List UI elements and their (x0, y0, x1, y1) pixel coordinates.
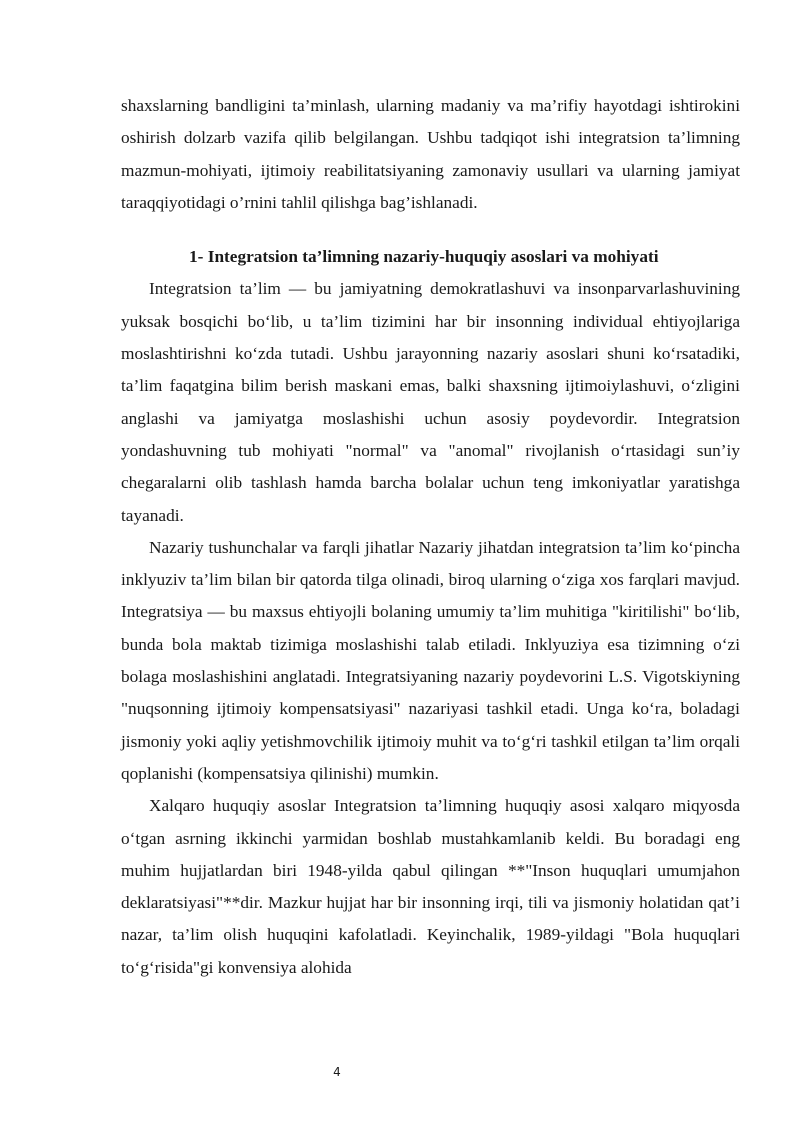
page-body (121, 90, 740, 984)
body-paragraph: Integratsion ta’lim — bu jamiyatning demokratlashuvi va insonparvarlashuvining yuksak bosqichi bo‘lib, u ta’lim tizimini har bir insonning individual ehtiyojlariga moslashtirishni ko‘zda tutadi. Ushbu jarayonning nazariy asoslari shuni ko‘rsatadiki, ta’lim faqatgina bilim berish maskani emas, balki shaxsning ijtimoiylashuvi, o‘zligini anglashi va jamiyatga moslashishi uchun asosiy poydevordir. Integratsion yondashuvning tub mohiyati "normal" va "anomal" rivojlanish o‘rtasidagi sun’iy chegaralarni olib tashlash hamda barcha bolalar uchun teng imkoniyatlar yaratishga tayanadi. (121, 279, 740, 525)
page-number: 4 (333, 1065, 341, 1079)
body-paragraph: Xalqaro huquqiy asoslar Integratsion ta’limning huquqiy asosi xalqaro miqyosda o‘tgan asrning ikkinchi yarmidan boshlab mustahkamlanib keldi. Bu boradagi eng muhim hujjatlardan biri 1948-yilda qabul qilingan **"Inson huquqlari umumjahon deklaratsiyasi"**dir. Mazkur hujjat har bir insonning irqi, tili va jismoniy holatidan qat’i nazar, ta’lim olish huquqini kafolatladi. Keyinchalik, 1989-yildagi "Bola huquqlari to‘g‘risida"gi konvensiya alohida (121, 796, 740, 977)
intro-paragraph: shaxslarning bandligini ta’minlash, ularning madaniy va ma’rifiy hayotdagi ishtirokini oshirish dolzarb vazifa qilib belgilangan. Ushbu tadqiqot ishi integratsion ta’limning mazmun-mohiyati, ijtimoiy reabilitatsiyaning zamonaviy usullari va ularning jamiyat taraqqiyotidagi o’rnini tahlil qilishga bag’ishlanadi. (121, 96, 740, 212)
section-heading: 1- Integratsion ta’limning nazariy-huquqiy asoslari va mohiyati (189, 247, 659, 267)
body-paragraph: Nazariy tushunchalar va farqli jihatlar Nazariy jihatdan integratsion ta’lim ko‘pincha inklyuziv ta’lim bilan bir qatorda tilga olinadi, biroq ularning o‘ziga xos farqlari mavjud. Integratsiya — bu maxsus ehtiyojli bolaning umumiy ta’lim muhitiga "kiritilishi" bo‘lib, bunda bola maktab tizimiga moslashishi talab etiladi. Inklyuziya esa tizimning o‘zi bolaga moslashishini anglatadi. Integratsiyaning nazariy poydevorini L.S. Vigotskiyning "nuqsonning ijtimoiy kompensatsiyasi" nazariyasi tashkil etadi. Unga ko‘ra, boladagi jismoniy yoki aqliy yetishmovchilik ijtimoiy muhit va to‘g‘ri tashkil etilgan ta’lim orqali qoplanishi (kompensatsiya qilinishi) mumkin. (121, 537, 740, 783)
